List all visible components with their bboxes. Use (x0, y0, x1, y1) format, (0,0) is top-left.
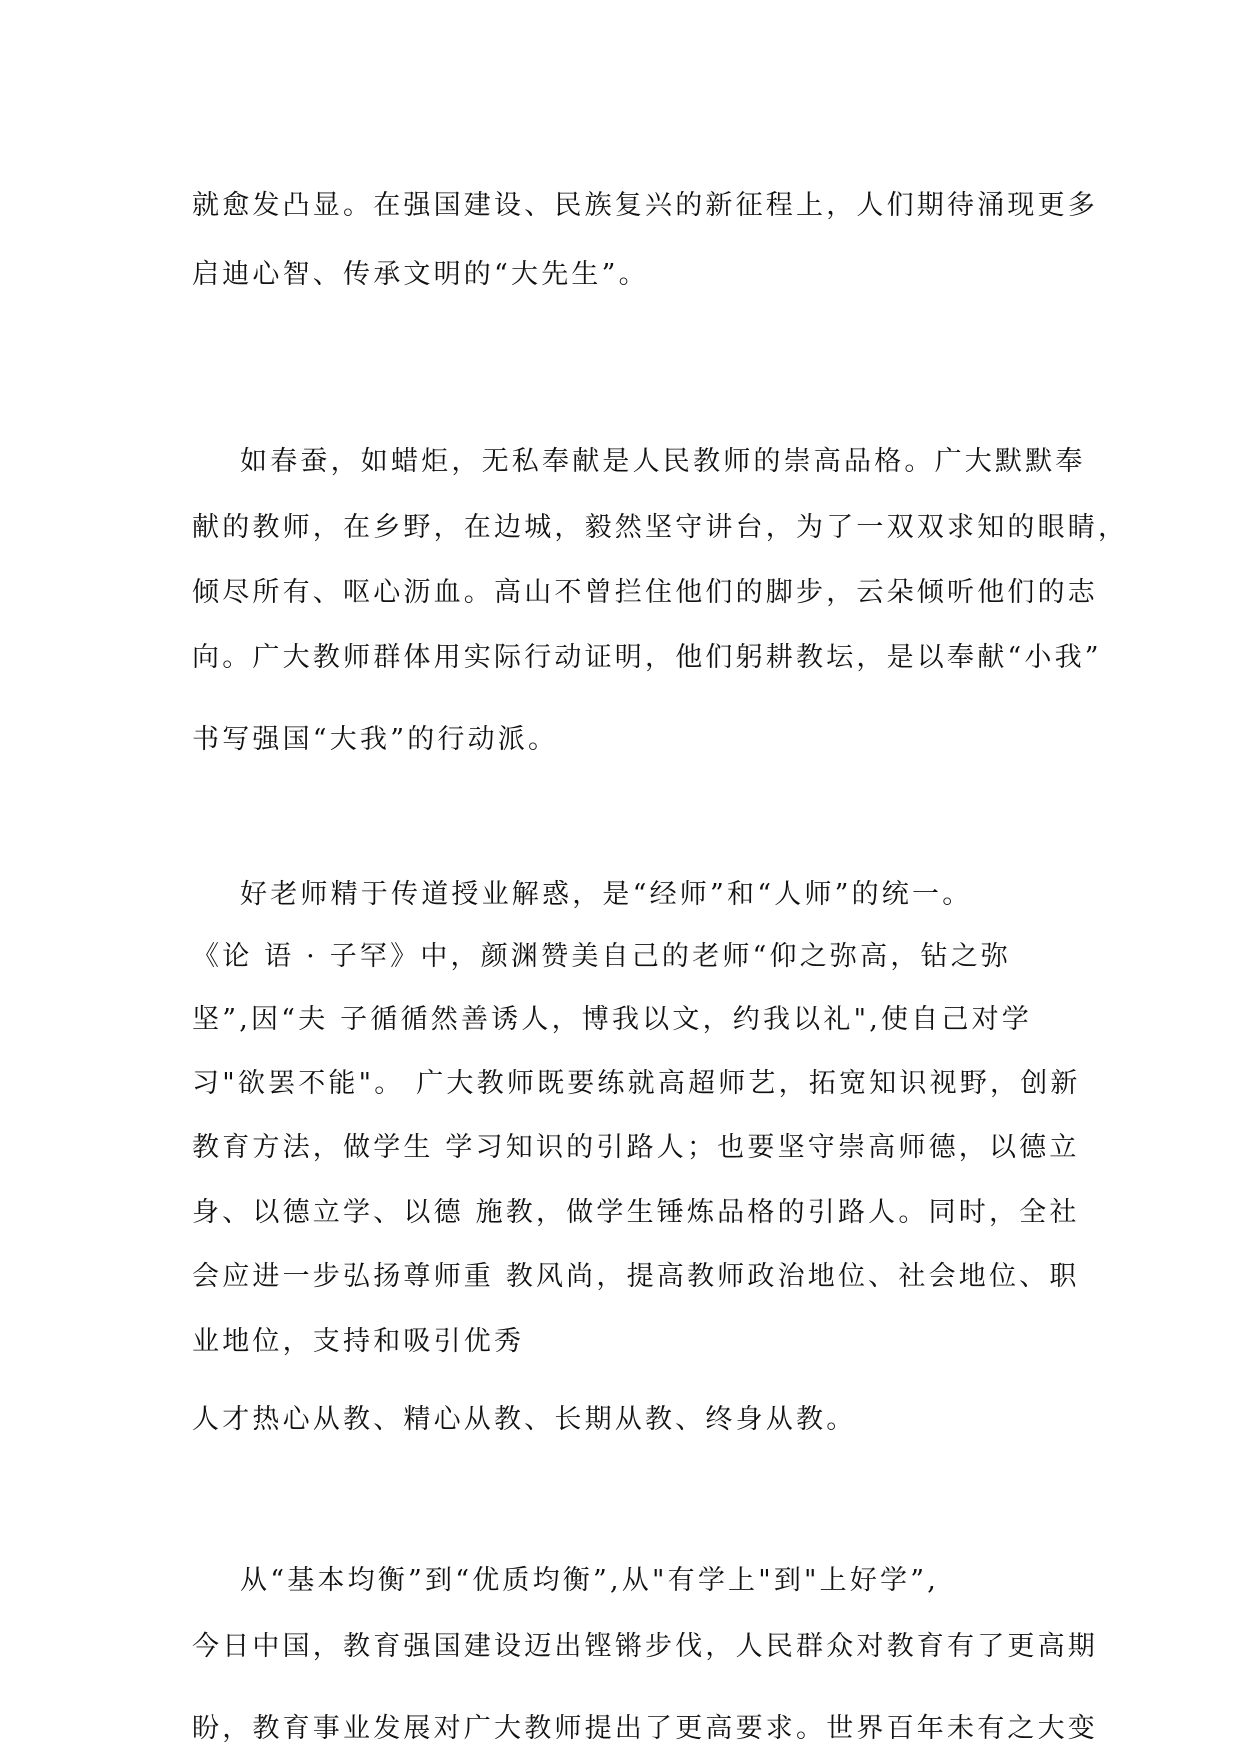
text-line: 献的教师，在乡野，在边城，毅然坚守讲台，为了一双双求知的眼睛， (192, 512, 1129, 543)
paragraph-first-line: 如春蚕，如蜡炬，无私奉献是人民教师的崇高品格。广大默默奉 (240, 446, 1086, 477)
text-line: 习"欲罢不能"。 广大教师既要练就高超师艺，拓宽知识视野，创新 (192, 1068, 1081, 1099)
text-line: 身、以德立学、以德 施教，做学生锤炼品格的引路人。同时，全社 (192, 1197, 1080, 1228)
text-line: 坚”,因“夫 子循循然善诱人，博我以文，约我以礼",使自己对学 (192, 1004, 1032, 1035)
text-line: 启迪心智、传承文明的“大先生”。 (192, 259, 649, 290)
text-line: 今日中国，教育强国建设迈出铿锵步伐，人民群众对教育有了更高期 (192, 1631, 1098, 1662)
text-line: 书写强国“大我”的行动派。 (192, 724, 559, 755)
text-line: 盼，教育事业发展对广大教师提出了更高要求。世界百年未有之大变 (192, 1713, 1098, 1744)
text-line: 会应进一步弘扬尊师重 教风尚，提高教师政治地位、社会地位、职 (192, 1261, 1080, 1292)
text-line: 人才热心从教、精心从教、长期从教、终身从教。 (192, 1404, 857, 1435)
text-line: 《论 语 · 子罕》中，颜渊赞美自己的老师“仰之弥高，钻之弥 (192, 941, 1012, 972)
text-line: 就愈发凸显。在强国建设、民族复兴的新征程上，人们期待涌现更多 (192, 190, 1098, 221)
paragraph-first-line: 从“基本均衡”到“优质均衡”,从"有学上"到"上好学”, (240, 1565, 940, 1596)
text-line: 业地位，支持和吸引优秀 (192, 1326, 525, 1357)
paragraph-first-line: 好老师精于传道授业解惑，是“经师”和“人师”的统一。 (240, 879, 973, 910)
text-line: 教育方法，做学生 学习知识的引路人；也要坚守崇高师德，以德立 (192, 1132, 1080, 1163)
text-line: 倾尽所有、呕心沥血。高山不曾拦住他们的脚步，云朵倾听他们的志 (192, 577, 1098, 608)
text-line: 向。广大教师群体用实际行动证明，他们躬耕教坛，是以奉献“小我” (192, 642, 1102, 673)
